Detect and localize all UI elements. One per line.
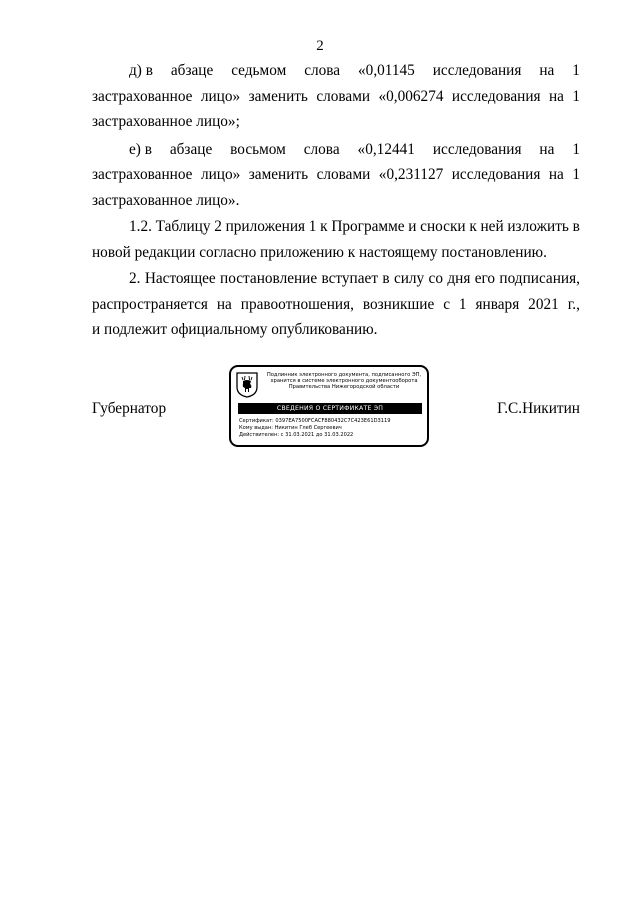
word: застрахованное [92, 87, 193, 105]
word: 1.2. [129, 218, 152, 235]
word: лицо» [200, 87, 241, 105]
word: д) в [129, 62, 153, 79]
paragraph-e-line-2 [92, 162, 580, 188]
word: постановление [220, 270, 318, 287]
word: 1 [572, 87, 580, 105]
word: ней [480, 218, 504, 235]
certificate-value: 0397EA7500FCACF880432C7C423E61D3119 [275, 418, 391, 424]
stamp-header-line: хранится в системе электронного документооборота [270, 378, 418, 385]
paragraph-d-line-3: застрахованное лицо»; [92, 113, 240, 130]
word: распространяется [92, 295, 208, 313]
word: на [216, 295, 232, 313]
word: правоотношения, [240, 295, 354, 313]
word: на [548, 87, 564, 105]
word: «0,12441 [357, 140, 415, 158]
stamp-header [261, 372, 427, 391]
paragraph-d [92, 58, 580, 135]
word: приложения [225, 218, 306, 235]
word: подписания, [499, 270, 580, 287]
validity-label: Действителен: [239, 431, 280, 438]
word: дня [447, 270, 471, 287]
certificate-info-bar: СВЕДЕНИЯ О СЕРТИФИКАТЕ ЭП [238, 403, 422, 414]
paragraph-2-line-2 [92, 292, 580, 318]
validity-value: с 31.03.2021 до 31.03.2022 [280, 431, 354, 438]
word: заменить [248, 166, 309, 183]
word: 2 [214, 218, 222, 235]
paragraph-1-2 [92, 214, 580, 265]
certificate-details [239, 418, 425, 438]
signatory-title: Губернатор [92, 400, 167, 417]
word: к [469, 218, 477, 235]
word: в [382, 270, 390, 287]
word: слова [303, 140, 340, 158]
issued-to-label: Кому выдан: [239, 424, 273, 431]
word: исследования [432, 62, 522, 79]
paragraph-2-line-1 [92, 266, 580, 292]
word: 1 [572, 166, 580, 183]
word: исследования [451, 87, 541, 105]
word: застрахованное [92, 166, 193, 183]
word: его [474, 270, 496, 287]
word: января [475, 295, 520, 313]
nizhny-novgorod-deer-emblem-icon [236, 372, 258, 398]
validity-row [239, 432, 425, 439]
word: 1 [572, 62, 580, 79]
word: «0,006274 [378, 87, 444, 105]
word: к [320, 218, 328, 235]
paragraph-2-line-3: и подлежит официальному опубликованию. [92, 321, 378, 338]
word: лицо» [200, 166, 241, 183]
stamp-header-line: Правительства Нижегородской области [288, 384, 400, 391]
word: е) в [129, 140, 152, 158]
word: слова [304, 62, 341, 79]
stamp-header-line: Подлинник электронного документа, подписанного ЭП, [266, 372, 422, 378]
word: 2021 [528, 295, 559, 313]
paragraph-1-2-line-2: новой редакции согласно приложению к настоящему постановлению. [92, 243, 547, 261]
word: словами [316, 87, 371, 105]
paragraph-1-2-line-1 [92, 214, 580, 240]
certificate-row [239, 418, 425, 425]
word: на [548, 166, 564, 183]
word: в [572, 218, 580, 235]
word: исследования [451, 166, 541, 183]
issued-to-row [239, 425, 425, 432]
word: абзаце [170, 62, 214, 79]
paragraph-2 [92, 266, 580, 343]
word: 1 [458, 295, 467, 313]
page-number: 2 [316, 38, 324, 54]
word: вступает [321, 270, 379, 287]
word: силу [393, 270, 425, 287]
signatory-name: Г.С.Никитин [497, 400, 580, 417]
word: абзаце [169, 140, 213, 158]
document-body [92, 58, 580, 343]
paragraph-d-line-1 [92, 58, 580, 84]
word: Настоящее [144, 270, 216, 287]
word: на [539, 140, 555, 158]
paragraph-e-line-1 [92, 137, 580, 163]
word: «0,01145 [358, 62, 415, 79]
word: 1 [308, 218, 317, 235]
word: возникшие [362, 295, 435, 313]
word: Программе [331, 218, 405, 235]
word: словами [316, 166, 371, 183]
word: «0,231127 [378, 166, 444, 183]
word: со [428, 270, 443, 287]
word: исследования [432, 140, 522, 158]
paragraph-e-line-3: застрахованное лицо». [92, 191, 240, 209]
word: 1 [572, 140, 580, 158]
certificate-label: Сертификат: [239, 418, 274, 424]
word: на [539, 62, 555, 79]
issued-to-value: Никитин Глеб Сергеевич [274, 424, 342, 431]
paragraph-e [92, 137, 580, 214]
signature-block [92, 365, 580, 455]
word: изложить [507, 218, 569, 235]
electronic-signature-stamp [229, 365, 429, 447]
word: с [443, 295, 450, 313]
word: заменить [248, 87, 308, 105]
word: сноски [420, 218, 466, 235]
word: и [408, 218, 417, 235]
word: 2. [129, 270, 141, 287]
word: седьмом [231, 62, 287, 79]
word: восьмом [230, 140, 286, 158]
paragraph-d-line-2 [92, 84, 580, 110]
word: г., [567, 295, 580, 313]
word: Таблицу [155, 218, 211, 235]
